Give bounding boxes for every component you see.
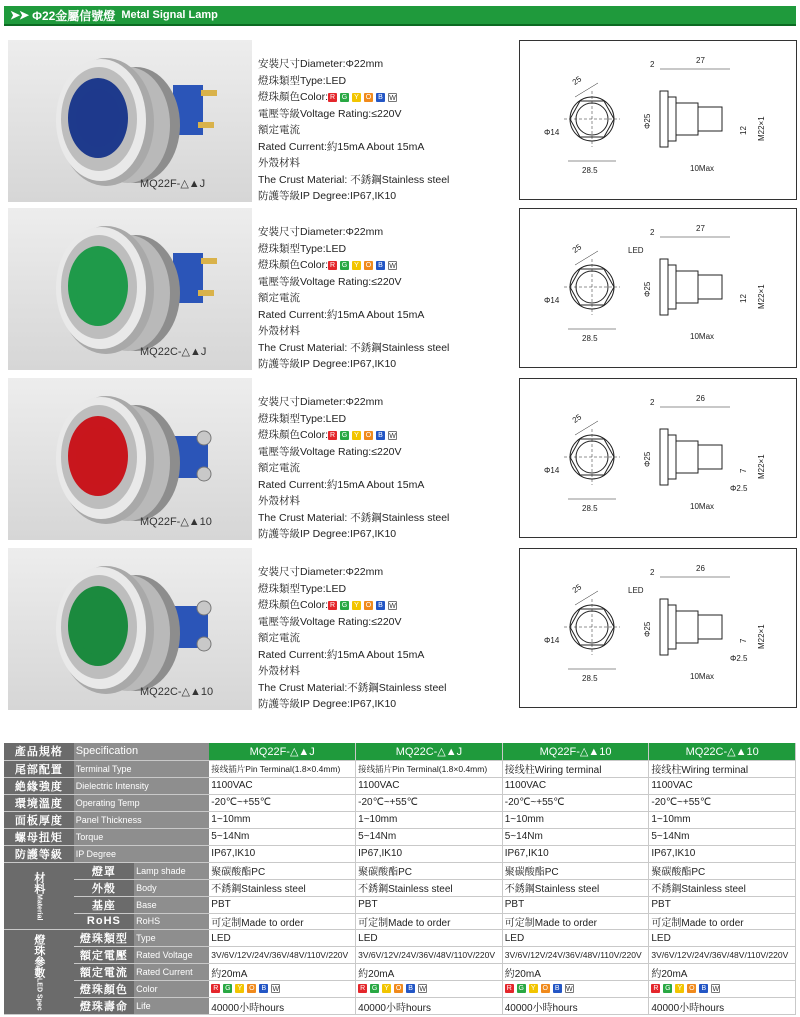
row-value: IP67,IK10	[356, 845, 503, 862]
row-value: PBT	[209, 896, 355, 913]
table-row	[4, 964, 796, 981]
product-specs	[258, 394, 449, 543]
table-row	[4, 998, 796, 1015]
row-value: 3V/6V/12V/24V/36V/48V/110V/220V	[356, 947, 503, 964]
row-value: -20℃~+55℃	[502, 794, 649, 811]
spec-line: 防護等級IP Degree:IP67,IK10	[258, 528, 397, 540]
row-label-zh: 面板厚度	[4, 811, 74, 828]
color-chip-y: Y	[352, 93, 361, 102]
row-value: PBT	[356, 896, 503, 913]
color-chip-y: Y	[352, 601, 361, 610]
table-row	[4, 896, 796, 913]
dim-outer: 28.5	[582, 504, 598, 513]
dim-bezel: Φ25	[643, 451, 652, 467]
spec-line: Rated Current:約15mA About 15mA	[258, 478, 425, 491]
dim-panel: 10Max	[690, 332, 715, 341]
row-label-zh: 基座	[74, 896, 134, 913]
color-chip-r: R	[329, 93, 336, 101]
color-chip-b: B	[376, 93, 385, 102]
row-label-zh: 額定電流	[74, 964, 134, 981]
color-chip-w: W	[389, 432, 396, 440]
spec-line: 電壓等級Voltage Rating:≤220V	[258, 107, 402, 120]
page-title-en: Metal Signal Lamp	[121, 9, 218, 21]
spec-line: 燈珠類型Type:LED	[258, 74, 347, 87]
dimension-drawing	[519, 378, 797, 538]
row-value: LED	[502, 930, 649, 947]
row-label-en: Dielectric Intensity	[74, 777, 210, 794]
row-value: 接线插片Pin Terminal(1.8×0.4mm)	[356, 760, 503, 777]
spec-line: The Crust Material:不銹鋼Stainless steel	[258, 681, 447, 694]
row-label-en: IP Degree	[74, 845, 210, 862]
color-chip-y: Y	[352, 431, 361, 440]
row-label-en: Type	[134, 930, 209, 947]
spec-line: 安裝尺寸Diameter:Φ22mm	[258, 566, 384, 578]
header-model: MQ22F-△▲J	[209, 743, 355, 760]
spec-line: Rated Current:約15mA About 15mA	[258, 140, 425, 153]
color-chip-y: Y	[529, 984, 538, 993]
table-row	[4, 862, 796, 879]
row-value: LED	[649, 930, 796, 947]
material-group: 材料 Material	[4, 862, 74, 930]
row-value: 5~14Nm	[356, 828, 503, 845]
dim-thread: M22×1	[757, 116, 766, 141]
color-chip-o: O	[365, 431, 372, 439]
product-block	[4, 378, 796, 540]
led-label: LED	[628, 586, 644, 595]
table-row	[4, 811, 796, 828]
spec-line: 額定電流	[258, 124, 300, 136]
row-label-zh: 燈珠類型	[74, 930, 134, 947]
row-value: 不銹鋼Stainless steel	[649, 879, 796, 896]
color-chip-b: B	[406, 984, 415, 993]
color-chip-b: B	[376, 261, 385, 270]
dim-hex: 25	[570, 242, 584, 255]
dim-terminal: 7	[739, 468, 748, 473]
dim-bezel: Φ25	[643, 621, 652, 637]
row-value: 可定制Made to order	[209, 913, 355, 930]
color-chip-r: R	[213, 985, 219, 993]
row-value: 1~10mm	[502, 811, 649, 828]
product-model: MQ22F-△▲10	[140, 516, 212, 528]
row-value: 3V/6V/12V/24V/36V/48V/110V/220V	[649, 947, 796, 964]
color-chip-y: Y	[382, 984, 391, 993]
row-value: 接线柱Wiring terminal	[502, 760, 649, 777]
row-label-en: Panel Thickness	[74, 811, 210, 828]
dim-panel: 10Max	[690, 164, 715, 173]
header-model: MQ22F-△▲10	[502, 743, 649, 760]
page-title: Φ22金屬信號燈	[32, 8, 116, 23]
header-model: MQ22C-△▲J	[356, 743, 503, 760]
row-label-en: Torque	[74, 828, 210, 845]
header-en: Specification	[74, 743, 210, 760]
spec-line: 安裝尺寸Diameter:Φ22mm	[258, 396, 384, 408]
color-chip-g: G	[341, 431, 348, 439]
row-value: 5~14Nm	[209, 828, 355, 845]
row-value: 1100VAC	[502, 777, 649, 794]
row-value	[209, 981, 355, 998]
row-value: IP67,IK10	[649, 845, 796, 862]
dim-thread: M22×1	[757, 624, 766, 649]
color-chip-r: R	[653, 985, 659, 993]
dim-bezel: Φ25	[643, 281, 652, 297]
row-value: 接线柱Wiring terminal	[649, 760, 796, 777]
row-value: 5~14Nm	[502, 828, 649, 845]
dimension-drawing	[519, 40, 797, 200]
table-row	[4, 794, 796, 811]
dim-inner: Φ14	[544, 466, 560, 475]
dim-thread: M22×1	[757, 284, 766, 309]
dim-terminal: 12	[739, 126, 748, 135]
color-chip-o: O	[395, 985, 402, 993]
dim-terminal: 7	[739, 638, 748, 643]
row-label-en: Operating Temp	[74, 794, 210, 811]
spec-line: 安裝尺寸Diameter:Φ22mm	[258, 58, 384, 70]
row-value: 5~14Nm	[649, 828, 796, 845]
spec-line: 防護等級IP Degree:IP67,IK10	[258, 698, 397, 710]
spec-line: 燈珠顏色Color: R G Y O B W	[258, 429, 396, 441]
row-value: 約20mA	[502, 964, 649, 981]
color-chip-r: R	[329, 601, 336, 609]
color-chip-y: Y	[235, 984, 244, 993]
dim-inner: Φ14	[544, 296, 560, 305]
dim-hex: 25	[570, 582, 584, 595]
dim-outer: 28.5	[582, 166, 598, 175]
product-model: MQ22C-△▲10	[140, 686, 214, 698]
color-chip-y: Y	[352, 261, 361, 270]
color-chip-r: R	[329, 431, 336, 439]
row-value: 40000小時hours	[356, 998, 503, 1015]
row-label-en: Color	[134, 981, 209, 998]
row-value: LED	[356, 930, 503, 947]
header-model: MQ22C-△▲10	[649, 743, 796, 760]
dim-panel: 10Max	[690, 672, 715, 681]
row-value: 不銹鋼Stainless steel	[502, 879, 649, 896]
color-chip-b: B	[376, 431, 385, 440]
led-group: 燈珠參數 LED Spec	[4, 930, 74, 1015]
row-label-en: Lamp shade	[134, 862, 209, 879]
dim-inner: Φ14	[544, 636, 560, 645]
table-row	[4, 981, 796, 998]
product-model: MQ22C-△▲J	[140, 346, 207, 358]
dim-outer: 28.5	[582, 674, 598, 683]
spec-line: 外殼材料	[258, 325, 300, 337]
product-specs	[258, 564, 446, 713]
row-value: 可定制Made to order	[649, 913, 796, 930]
dim-flange: 2	[650, 398, 655, 407]
row-value: -20℃~+55℃	[209, 794, 355, 811]
spec-line: 安裝尺寸Diameter:Φ22mm	[258, 226, 384, 238]
row-value: 約20mA	[209, 964, 355, 981]
dim-flange: 2	[650, 228, 655, 237]
spec-line: 防護等級IP Degree:IP67,IK10	[258, 358, 397, 370]
led-label: LED	[628, 246, 644, 255]
table-row	[4, 828, 796, 845]
row-value: LED	[209, 930, 355, 947]
dim-panel: 10Max	[690, 502, 715, 511]
product-specs	[258, 224, 449, 373]
product-photo	[8, 40, 252, 202]
row-value: 40000小時hours	[502, 998, 649, 1015]
row-label-zh: 燈珠顏色	[74, 981, 134, 998]
product-model: MQ22F-△▲J	[140, 178, 206, 190]
row-label-zh: 額定電壓	[74, 947, 134, 964]
row-value: 約20mA	[356, 964, 503, 981]
dim-length: 27	[696, 56, 705, 65]
row-value: 可定制Made to order	[356, 913, 503, 930]
row-label-en: Terminal Type	[74, 760, 210, 777]
spec-line: 燈珠顏色Color: R G Y O B W	[258, 91, 396, 103]
row-value: 約20mA	[649, 964, 796, 981]
row-value: 接线插片Pin Terminal(1.8×0.4mm)	[209, 760, 355, 777]
dim-outer: 28.5	[582, 334, 598, 343]
dim-flange: 2	[650, 60, 655, 69]
spec-line: 電壓等級Voltage Rating:≤220V	[258, 615, 402, 628]
spec-line: 燈珠類型Type:LED	[258, 242, 347, 255]
color-chip-o: O	[365, 601, 372, 609]
row-label-zh: 環境溫度	[4, 794, 74, 811]
row-label-en: Life	[134, 998, 209, 1015]
color-chip-r: R	[506, 985, 512, 993]
row-value: PBT	[649, 896, 796, 913]
color-chip-w: W	[389, 602, 396, 610]
row-label-zh: 防護等級	[4, 845, 74, 862]
color-chip-o: O	[249, 985, 255, 993]
dim-length: 26	[696, 394, 705, 403]
spec-line: 燈珠顏色Color: R G Y O B W	[258, 259, 396, 271]
color-chip-g: G	[371, 985, 378, 993]
row-label-zh: 尾部配置	[4, 760, 74, 777]
row-value	[356, 981, 503, 998]
row-value: 1~10mm	[209, 811, 355, 828]
row-label-zh: 外殼	[74, 879, 134, 896]
row-value: PBT	[502, 896, 649, 913]
row-value: 40000小時hours	[649, 998, 796, 1015]
row-value: 1100VAC	[209, 777, 355, 794]
row-value: 聚碳酸酯PC	[649, 862, 796, 879]
spec-line: 外殼材料	[258, 665, 300, 677]
color-chip-r: R	[329, 261, 336, 269]
color-chip-w: W	[712, 986, 720, 994]
row-value: 3V/6V/12V/24V/36V/48V/110V/220V	[209, 947, 355, 964]
dim-inner: Φ14	[544, 128, 560, 137]
dim-hex: 25	[570, 412, 584, 425]
dim-length: 26	[696, 564, 705, 573]
color-chip-w: W	[272, 986, 280, 994]
color-chip-g: G	[225, 985, 231, 993]
row-label-zh: 螺母扭矩	[4, 828, 74, 845]
spec-line: 外殼材料	[258, 495, 300, 507]
row-value: 3V/6V/12V/24V/36V/48V/110V/220V	[502, 947, 649, 964]
color-chip-o: O	[365, 261, 372, 269]
color-chip-g: G	[665, 985, 671, 993]
spec-line: 額定電流	[258, 462, 300, 474]
table-row	[4, 930, 796, 947]
dim-length: 27	[696, 224, 705, 233]
table-row	[4, 947, 796, 964]
color-chip-y: Y	[675, 984, 684, 993]
product-block	[4, 40, 796, 202]
spec-line: 防護等級IP Degree:IP67,IK10	[258, 190, 397, 202]
row-value: 聚碳酸酯PC	[502, 862, 649, 879]
row-value: 1100VAC	[649, 777, 796, 794]
spec-line: 額定電流	[258, 292, 300, 304]
dim-flange: 2	[650, 568, 655, 577]
product-photo	[8, 548, 252, 710]
double-arrow-icon: ➤➤	[10, 8, 29, 22]
product-photo	[8, 378, 252, 540]
table-row	[4, 845, 796, 862]
color-chip-w: W	[389, 262, 396, 270]
row-label-zh: RoHS	[74, 913, 134, 930]
color-chip-r: R	[360, 985, 366, 993]
spec-line: The Crust Material: 不銹鋼Stainless steel	[258, 173, 450, 186]
color-chip-b: B	[553, 984, 562, 993]
row-label-en: Rated Voltage	[134, 947, 209, 964]
dim-hole: Φ2.5	[730, 654, 748, 663]
color-chip-g: G	[341, 93, 348, 101]
color-chip-w: W	[419, 986, 426, 994]
row-value: -20℃~+55℃	[649, 794, 796, 811]
table-row	[4, 777, 796, 794]
row-value: 可定制Made to order	[502, 913, 649, 930]
spec-line: The Crust Material: 不銹鋼Stainless steel	[258, 341, 450, 354]
color-chip-b: B	[376, 601, 385, 610]
row-value: 1100VAC	[356, 777, 503, 794]
spec-line: 電壓等級Voltage Rating:≤220V	[258, 275, 402, 288]
spec-line: The Crust Material: 不銹鋼Stainless steel	[258, 511, 450, 524]
header-zh: 產品規格	[4, 743, 74, 760]
row-label-zh: 燈珠壽命	[74, 998, 134, 1015]
color-chip-o: O	[365, 93, 372, 101]
row-value: -20℃~+55℃	[356, 794, 503, 811]
dim-hex: 25	[570, 74, 584, 87]
spec-table	[4, 743, 796, 1015]
color-chip-b: B	[699, 984, 708, 993]
color-chip-b: B	[259, 984, 268, 993]
spec-line: 外殼材料	[258, 157, 300, 169]
color-chip-o: O	[542, 985, 548, 993]
spec-line: 額定電流	[258, 632, 300, 644]
page-header	[4, 6, 796, 26]
row-value: 1~10mm	[649, 811, 796, 828]
dimension-drawing	[519, 208, 797, 368]
table-row	[4, 760, 796, 777]
row-value: 1~10mm	[356, 811, 503, 828]
color-chip-g: G	[341, 601, 348, 609]
row-label-en: Body	[134, 879, 209, 896]
table-header-row	[4, 743, 796, 760]
dim-terminal: 12	[739, 294, 748, 303]
row-value	[502, 981, 649, 998]
spec-line: 電壓等級Voltage Rating:≤220V	[258, 445, 402, 458]
row-label-en: RoHS	[134, 913, 209, 930]
row-label-en: Base	[134, 896, 209, 913]
row-value: IP67,IK10	[502, 845, 649, 862]
spec-line: 燈珠顏色Color: R G Y O B W	[258, 599, 396, 611]
table-row	[4, 879, 796, 896]
spec-line: Rated Current:約15mA About 15mA	[258, 648, 425, 661]
row-value: IP67,IK10	[209, 845, 355, 862]
dimension-drawing	[519, 548, 797, 708]
dim-hole: Φ2.5	[730, 484, 748, 493]
row-label-zh: 絶緣強度	[4, 777, 74, 794]
row-value	[649, 981, 796, 998]
color-chip-w: W	[389, 94, 396, 102]
row-value: 聚碳酸酯PC	[356, 862, 503, 879]
color-chip-o: O	[689, 985, 695, 993]
table-row	[4, 913, 796, 930]
spec-line: 燈珠類型Type:LED	[258, 412, 347, 425]
color-chip-g: G	[341, 261, 348, 269]
product-photo	[8, 208, 252, 370]
row-value: 不銹鋼Stainless steel	[356, 879, 503, 896]
color-chip-w: W	[565, 986, 573, 994]
row-value: 聚碳酸酯PC	[209, 862, 355, 879]
row-value: 40000小時hours	[209, 998, 355, 1015]
spec-line: Rated Current:約15mA About 15mA	[258, 308, 425, 321]
dim-thread: M22×1	[757, 454, 766, 479]
product-block	[4, 208, 796, 370]
row-label-en: Rated Current	[134, 964, 209, 981]
spec-line: 燈珠類型Type:LED	[258, 582, 347, 595]
product-block	[4, 548, 796, 710]
row-value: 不銹鋼Stainless steel	[209, 879, 355, 896]
row-label-zh: 燈罩	[74, 862, 134, 879]
color-chip-g: G	[518, 985, 524, 993]
product-specs	[258, 56, 449, 205]
dim-bezel: Φ25	[643, 113, 652, 129]
